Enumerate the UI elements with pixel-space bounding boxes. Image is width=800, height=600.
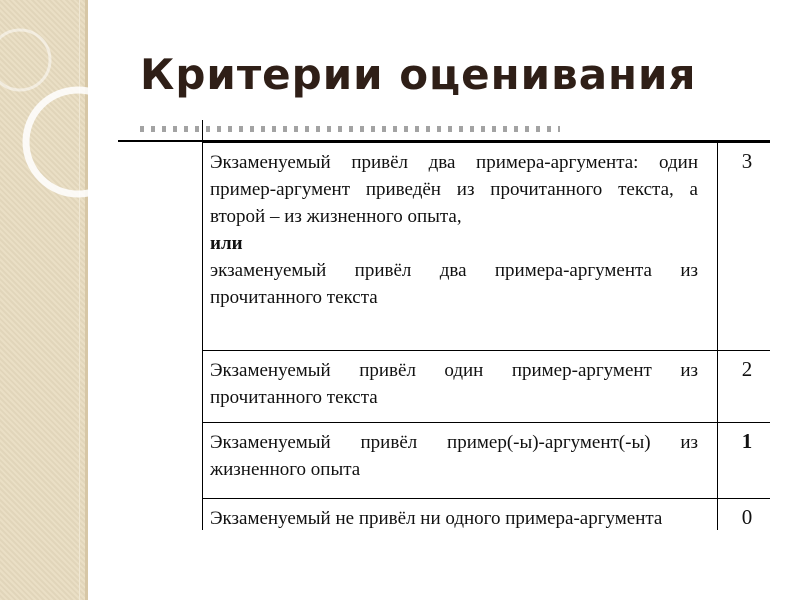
criterion-text: [210, 357, 698, 411]
criterion-line-or: или: [210, 233, 243, 254]
criteria-table: [118, 120, 770, 530]
criterion-line: Экзаменуемый привёл пример(-ы)-аргумент(-ы) из: [210, 432, 698, 453]
criterion-line: прочитанного текста: [210, 387, 378, 408]
criterion-line: экзаменуемый привёл два примера-аргумента из: [210, 260, 698, 281]
table-row: [202, 498, 770, 530]
table-row: [202, 422, 770, 499]
score-value: 3: [741, 149, 753, 173]
criterion-text: [210, 505, 698, 530]
strip-separator: [85, 0, 88, 600]
score-value: 2: [741, 357, 753, 381]
score-value: 0: [741, 505, 753, 529]
criterion-line: пример-аргумент приведён из прочитанного текста, а: [210, 179, 698, 200]
score-value: 1: [741, 429, 753, 453]
cut-off-previous-row: [140, 126, 560, 132]
slide-title: Критерии оценивания: [140, 50, 697, 99]
criterion-line: Экзаменуемый не привёл ни одного примера-аргумента: [210, 508, 663, 529]
score-column-border: [717, 499, 718, 530]
strip-texture: [0, 0, 88, 600]
strip-inner-line: [79, 0, 80, 600]
criterion-text: [210, 429, 698, 483]
decorative-left-strip: [0, 0, 88, 600]
criterion-line: жизненного опыта: [210, 459, 361, 480]
table-row: [202, 350, 770, 423]
criterion-line: прочитанного текста: [210, 287, 378, 308]
criterion-text: [210, 149, 698, 311]
score-column-border: [717, 143, 718, 351]
score-column-border: [717, 351, 718, 423]
score-column-border: [717, 423, 718, 499]
criterion-line: второй – из жизненного опыта,: [210, 206, 462, 227]
criterion-line: Экзаменуемый привёл два примера-аргумента: один: [210, 152, 698, 173]
table-row: [202, 142, 770, 351]
criterion-line: Экзаменуемый привёл один пример-аргумент из: [210, 360, 698, 381]
